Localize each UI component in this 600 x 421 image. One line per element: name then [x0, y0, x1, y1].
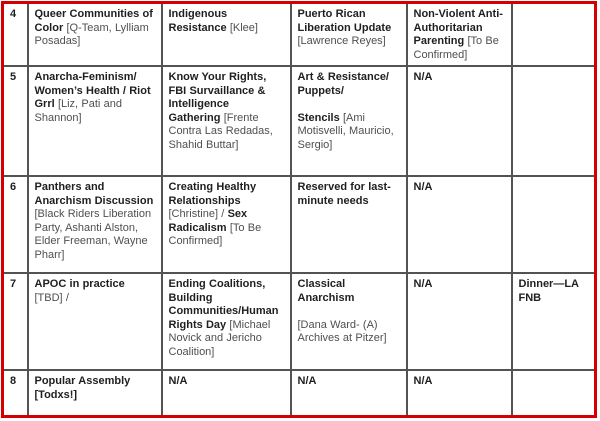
cell-text-block: [414, 278, 505, 292]
session-title-text: N/​A: [413, 375, 433, 387]
cell-text-block: [414, 71, 505, 85]
schedule-cell: [162, 273, 291, 370]
session-title-text: N/​A: [297, 375, 317, 387]
table-row: [3, 66, 596, 176]
schedule-cell: [291, 370, 407, 416]
presenter-text: [To Be Confirmed]: [168, 221, 262, 247]
presenter-text: [Frente Contra Las Redadas, Shahid Buttar]: [168, 111, 273, 151]
cell-text-block: [169, 181, 284, 249]
cell-text-block: [298, 112, 400, 153]
cell-text-block: [35, 181, 155, 262]
table-row: [3, 273, 596, 370]
session-title-text: Classical Anarchism: [297, 278, 355, 304]
session-title-text: Dinner—LA FNB: [518, 278, 579, 304]
row-number-cell: 5: [3, 66, 28, 176]
row-number-cell: 8: [3, 370, 28, 416]
session-title-text: Stencils: [297, 111, 340, 124]
schedule-cell: [162, 370, 291, 416]
presenter-text: [Ami Motisvelli, Mauricio, Sergio]: [297, 111, 394, 151]
session-title-text: APOC in practice: [34, 278, 125, 290]
table-row: [3, 3, 596, 67]
presenter-text: [Q-Team, Lylliam Posadas]: [34, 21, 149, 47]
table-row: [3, 370, 596, 416]
session-title-text: Creating Healthy Relationships: [168, 181, 257, 207]
empty-cell: [512, 176, 596, 273]
cell-text-block: [298, 278, 400, 305]
schedule-cell: [162, 176, 291, 273]
schedule-cell: [162, 66, 291, 176]
presenter-text: [To Be Confirmed]: [413, 35, 499, 61]
session-title-text: N/​A: [413, 71, 433, 83]
session-title-text: Popular Assembly [Todxs!]: [34, 375, 131, 401]
session-title-text: Art & Resistance/​Puppets/​: [297, 71, 389, 97]
schedule-cell: [407, 273, 512, 370]
cell-text-block: [169, 278, 284, 359]
presenter-text: [TBD] /​: [34, 291, 69, 304]
presenter-text: [Klee]: [226, 21, 258, 34]
schedule-cell: [162, 3, 291, 67]
presenter-text: [Black Riders Liberation Party, Ashanti Alston, Elder Freeman, Wayne Pharr]: [34, 208, 152, 261]
schedule-cell: [512, 273, 596, 370]
session-title-text: Know Your Rights, FBI Survaillance & Intelligence Gathering: [168, 71, 267, 124]
table-row: [3, 176, 596, 273]
row-number-cell: 7: [3, 273, 28, 370]
cell-text-block: [169, 375, 284, 389]
cell-text-block: [298, 319, 400, 346]
session-title-text: Indigenous Resistance: [168, 8, 228, 34]
empty-cell: [512, 3, 596, 67]
schedule-cell: [28, 370, 162, 416]
schedule-cell: [28, 176, 162, 273]
session-title-text: Anarcha-Feminism/​ Women’s Health /​ Riot Grrl: [34, 71, 151, 110]
presenter-text: [Liz, Pati and Shannon]: [34, 98, 122, 124]
schedule-body: [3, 3, 596, 417]
session-title-text: Panthers and Anarchism Discussion: [34, 181, 154, 207]
cell-text-block: [298, 71, 400, 98]
cell-text-block: [169, 8, 284, 35]
session-title-text: N/​A: [413, 278, 433, 290]
schedule-cell: [407, 176, 512, 273]
schedule-cell: [407, 66, 512, 176]
schedule-cell: [291, 176, 407, 273]
row-number-cell: 6: [3, 176, 28, 273]
cell-text-block: [414, 8, 505, 62]
session-title-text: Sex Radicalism: [168, 208, 248, 234]
schedule-cell: [28, 273, 162, 370]
cell-text-block: [298, 181, 400, 208]
schedule-cell: [291, 273, 407, 370]
session-title-text: N/​A: [413, 181, 433, 193]
cell-text-block: [414, 375, 505, 389]
cell-text-block: [35, 375, 155, 402]
cell-text-block: [35, 71, 155, 125]
empty-cell: [512, 370, 596, 416]
presenter-text: [Lawrence Reyes]: [297, 35, 386, 47]
session-title-text: Queer Communities of Color: [34, 8, 153, 34]
presenter-text: [Dana Ward- (A) Archives at Pitzer]: [297, 318, 387, 344]
session-title-text: Ending Coalitions, Building Communities/​Human Rights Day: [168, 278, 279, 331]
cell-text-block: [169, 71, 284, 152]
session-title-text: Non-Violent Anti-Authoritarian Parenting: [413, 8, 503, 47]
workshop-schedule-table: [1, 1, 597, 418]
schedule-cell: [291, 66, 407, 176]
session-title-text: N/​A: [168, 375, 188, 387]
cell-text-block: [298, 375, 400, 389]
row-number-cell: 4: [3, 3, 28, 67]
schedule-cell: [407, 370, 512, 416]
cell-text-block: [414, 181, 505, 195]
schedule-cell: [28, 66, 162, 176]
schedule-cell: [28, 3, 162, 67]
session-title-text: Reserved for last-minute needs: [297, 181, 391, 207]
cell-text-block: [35, 278, 155, 305]
presenter-text: [Michael Novick and Jericho Coalition]: [168, 318, 271, 358]
cell-text-block: [298, 8, 400, 49]
cell-text-block: [519, 278, 589, 305]
schedule-cell: [407, 3, 512, 67]
schedule-cell: [291, 3, 407, 67]
cell-text-block: [35, 8, 155, 49]
session-title-text: Puerto Rican Liberation Update: [297, 8, 392, 34]
empty-cell: [512, 66, 596, 176]
presenter-text: [Christine] /​: [168, 208, 228, 220]
